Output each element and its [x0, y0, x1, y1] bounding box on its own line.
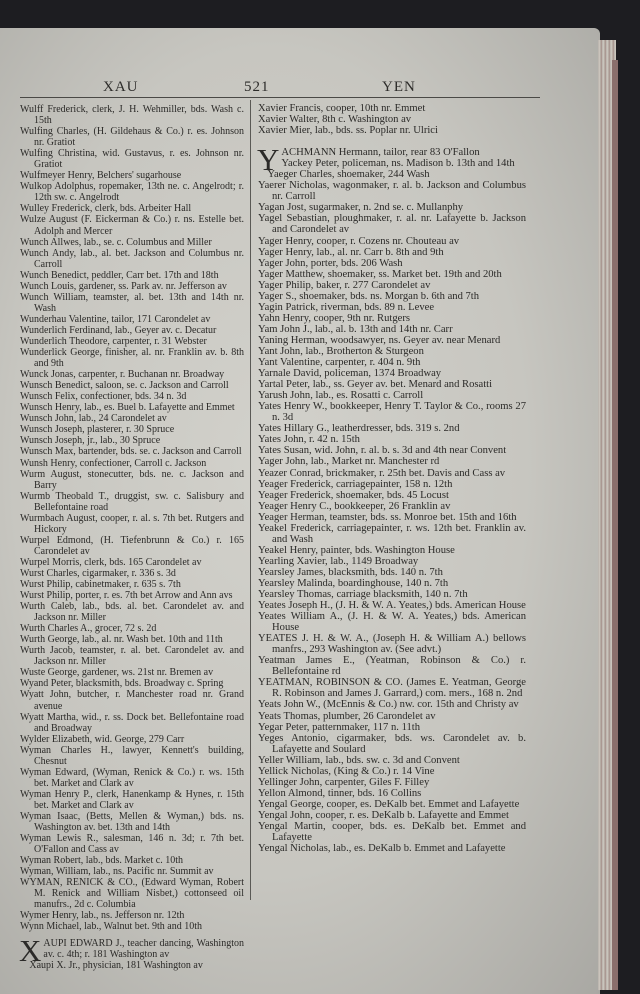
- directory-entry: Yager S., shoemaker, bds. ns. Morgan b. 6th and 7th: [258, 290, 480, 302]
- letter-section: [257, 142, 526, 855]
- left-guide-word: XAU: [103, 79, 139, 95]
- directory-entry: Yengal John, cooper, r. es. DeKalb b. Lafayette and Emmet: [258, 809, 509, 821]
- directory-entry: Yates John, r. 42 n. 15th: [258, 434, 360, 446]
- directory-entry: Yahn Henry, cooper, 9th nr. Rutgers: [258, 312, 410, 324]
- header-rule: [20, 97, 540, 98]
- directory-entry: Yeats John W., (McEnnis & Co.) nw. cor. 15th and Christy av: [258, 699, 519, 711]
- directory-entry: Yaerer Nicholas, wagonmaker, r. al. b. Jackson and Columbus nr. Carroll: [258, 180, 526, 203]
- drop-cap-letter: Y: [257, 142, 280, 178]
- right-column: [258, 103, 526, 854]
- directory-entry: Yarnale David, policeman, 1374 Broadway: [258, 368, 442, 380]
- directory-entry: Yellon Almond, tinner, bds. 16 Collins: [258, 787, 422, 799]
- directory-entry: Wunsch John, lab., 24 Carondelet av: [20, 413, 167, 425]
- directory-entry: Yaning Herman, woodsawyer, ns. Geyer av. near Menard: [258, 334, 501, 346]
- directory-entry: Wunsch Joseph, jr., lab., 30 Spruce: [20, 435, 161, 447]
- directory-entry: Yaeger Charles, shoemaker, 244 Wash: [267, 169, 430, 181]
- directory-entry: Wynn Michael, lab., Walnut bet. 9th and 10th: [20, 921, 202, 933]
- directory-entry: Xavier Mier, lab., bds. ss. Poplar nr. Ulrici: [258, 125, 438, 137]
- directory-entry: Wuste George, gardener, ws. 21st nr. Bremen av: [20, 667, 214, 679]
- directory-entry: Wyand Peter, blacksmith, bds. Broadway c. Spring: [20, 678, 224, 690]
- directory-entry: Wunderhau Valentine, tailor, 171 Carondelet av: [20, 313, 211, 325]
- directory-entry: Xavier Francis, cooper, 10th nr. Emmet: [258, 103, 426, 114]
- directory-entry: Yeats Thomas, plumber, 26 Carondelet av: [258, 710, 436, 722]
- directory-entry: Wunsch Benedict, saloon, se. c. Jackson and Carroll: [20, 380, 229, 392]
- directory-entry: Yagin Patrick, riverman, bds. 89 n. Levee: [258, 301, 435, 313]
- book-cover-edge: [612, 60, 618, 990]
- directory-entry: Wunch Louis, gardener, ss. Park av. nr. Jefferson av: [20, 280, 227, 292]
- directory-entry: Wyman Henry P., clerk, Hanenkamp & Hynes, r. 15th bet. Market and Clark av: [20, 788, 244, 811]
- directory-entry: Yeatman James E., (Yeatman, Robinson & Co.) r. Bellefontaine rd: [258, 655, 526, 678]
- directory-entry: Yager Matthew, shoemaker, ss. Market bet. 19th and 20th: [258, 268, 502, 280]
- directory-entry: Wurth George, lab., al. nr. Wash bet. 10th and 11th: [20, 634, 223, 646]
- directory-entry: ACHMANN Hermann, tailor, rear 83 O'Fallon: [281, 147, 480, 159]
- directory-entry: AUPI EDWARD J., teacher dancing, Washington av. c. 4th; r. 181 Washington av: [43, 937, 244, 960]
- directory-entry: Yant John, lab., Brotherton & Sturgeon: [258, 345, 424, 357]
- directory-entry: Wymer Henry, lab., ns. Jefferson nr. 12th: [20, 910, 185, 922]
- directory-entry: Wurm August, stonecutter, bds. ne. c. Jackson and Barry: [20, 468, 244, 491]
- directory-entry: Yeazer Conrad, brickmaker, r. 25th bet. Davis and Cass av: [258, 467, 506, 479]
- directory-entry: Wurst Philip, cabinetmaker, r. 635 s. 7th: [20, 579, 181, 591]
- directory-entry: Yam John J., lab., al. b. 13th and 14th nr. Carr: [258, 323, 453, 335]
- directory-entry: Yates Hillary G., leatherdresser, bds. 319 s. 2nd: [258, 423, 460, 435]
- directory-entry: Yeakel Henry, painter, bds. Washington House: [258, 544, 455, 556]
- directory-entry: Yager Henry, lab., al. nr. Carr b. 8th and 9th: [258, 246, 444, 258]
- right-guide-word: YEN: [382, 79, 416, 95]
- directory-entry: Wulze August (F. Eickerman & Co.) r. ns. Estelle bet. Adolph and Mercer: [20, 214, 244, 237]
- directory-entry: Yagel Sebastian, ploughmaker, r. al. nr. Lafayette b. Jackson and Carondelet av: [258, 213, 526, 236]
- directory-entry: Yeates William A., (J. H. & W. A. Yeates,) bds. American House: [258, 611, 526, 634]
- directory-entry: Yearsley Malinda, boardinghouse, 140 n. 7th: [258, 577, 449, 589]
- letter-section: [19, 932, 244, 971]
- directory-entry: Wulley Frederick, clerk, bds. Arbeiter Hall: [20, 203, 192, 215]
- directory-entry: Yellick Nicholas, (King & Co.) r. 14 Vine: [258, 765, 435, 777]
- directory-entry: Yengal George, cooper, es. DeKalb bet. Emmet and Lafayette: [258, 798, 520, 810]
- directory-entry: Wunch Benedict, peddler, Carr bet. 17th and 18th: [20, 269, 219, 281]
- directory-entry: Wylder Elizabeth, wid. George, 279 Carr: [20, 733, 185, 745]
- directory-entry: Wyman, William, lab., ns. Pacific nr. Summit av: [20, 866, 214, 878]
- directory-entry: Yearsley Thomas, carriage blacksmith, 140 n. 7th: [258, 589, 468, 601]
- column-divider: [250, 100, 251, 900]
- directory-entry: Xavier Walter, 8th c. Washington av: [258, 114, 412, 126]
- directory-entry: Wunsch Felix, confectioner, bds. 34 n. 3d: [20, 391, 187, 403]
- directory-entry: Yager John, porter, bds. 206 Wash: [258, 257, 403, 269]
- directory-entry: Yager Philip, baker, r. 277 Carondelet av: [258, 279, 431, 291]
- directory-entry: Yellinger John, carpenter, Giles F. Filley: [258, 776, 430, 788]
- directory-entry: Yengal Nicholas, lab., es. DeKalb b. Emmet and Lafayette: [258, 843, 506, 855]
- directory-entry: Wurth Jacob, teamster, r. al. bet. Carondelet av. and Jackson nr. Miller: [20, 645, 244, 668]
- directory-entry: Yartal Peter, lab., ss. Geyer av. bet. Menard and Rosatti: [258, 379, 493, 391]
- directory-entry: Yearsley James, blacksmith, bds. 140 n. 7th: [258, 566, 443, 578]
- directory-entry: Wyman Robert, lab., bds. Market c. 10th: [20, 855, 183, 867]
- directory-entry: Yant Valentine, carpenter, r. 404 n. 9th: [258, 357, 421, 369]
- directory-entry: Wurst Charles, cigarmaker, r. 336 s. 3d: [20, 567, 176, 579]
- directory-entry: Wurst Philip, porter, r. es. 7th bet Arrow and Ann avs: [20, 590, 233, 602]
- directory-entry: YEATMAN, ROBINSON & CO. (James E. Yeatman, George R. Robinson and James J. Garrard,) com. mers., 168 n. 2nd: [258, 677, 526, 700]
- directory-entry: Wyman Charles H., lawyer, Kennett's building, Chesnut: [20, 744, 244, 767]
- directory-entry: Wurth Caleb, lab., bds. al. bet. Carondelet av. and Jackson nr. Miller: [20, 601, 244, 624]
- directory-entry: Yeakel Frederick, carriagepainter, r. ws. 12th bet. Franklin av. and Wash: [258, 522, 526, 545]
- directory-entry: Yeates Joseph H., (J. H. & W. A. Yeates,) bds. American House: [258, 600, 526, 612]
- directory-entry: Wunderlich Theodore, carpenter, r. 31 Webster: [20, 335, 207, 347]
- directory-entry: YEATES J. H. & W. A., (Joseph H. & William A.) bellows manfrs., 293 Washington av. (See advt.): [258, 633, 526, 656]
- directory-entry: WYMAN, RENICK & CO., (Edward Wyman, Robert M. Renick and William Nisbet,) cottonseed oil manufrs., 2d c. Columbia: [20, 877, 244, 911]
- directory-entry: Wulfmeyer Henry, Belchers' sugarhouse: [20, 170, 182, 182]
- directory-entry: Yeager Frederick, shoemaker, bds. 45 Locust: [258, 489, 449, 501]
- drop-cap-letter: X: [19, 932, 42, 968]
- directory-entry: Wunch William, teamster, al. bet. 13th and 14th nr. Wash: [20, 291, 244, 314]
- directory-entry: Wunsch Joseph, plasterer, r. 30 Spruce: [20, 424, 175, 436]
- directory-entry: Yearling Xavier, lab., 1149 Broadway: [258, 555, 419, 567]
- directory-entry: Wurmb Theobald T., druggist, sw. c. Salisbury and Bellefontaine road: [20, 490, 244, 513]
- directory-entry: Wulfing Christina, wid. Gustavus, r. es. Johnson nr. Gratiot: [20, 148, 244, 171]
- directory-entry: Wyman Edward, (Wyman, Renick & Co.) r. ws. 15th bet. Market and Clark av: [20, 766, 244, 789]
- directory-entry: Wunsh Henry, confectioner, Carroll c. Jackson: [20, 457, 207, 469]
- directory-entry: Wunck Jonas, carpenter, r. Buchanan nr. Broadway: [20, 369, 225, 381]
- directory-entry: Wunderlich Ferdinand, lab., Geyer av. c. Decatur: [20, 324, 217, 336]
- directory-entry: Wyman Isaac, (Betts, Mellen & Wyman,) bds. ns. Washington av. bet. 13th and 14th: [20, 811, 244, 834]
- directory-entry: Wurmbach August, cooper, r. al. s. 7th bet. Rutgers and Hickory: [20, 512, 244, 535]
- directory-entry: Yeager Herman, teamster, bds. ss. Monroe bet. 15th and 16th: [258, 511, 517, 523]
- left-column: [20, 104, 244, 971]
- directory-entry: Yates Henry W., bookkeeper, Henry T. Taylor & Co., rooms 27 n. 3d: [258, 401, 526, 424]
- directory-entry: Yager John, lab., Market nr. Manchester rd: [258, 456, 440, 468]
- directory-entry: Yegar Peter, patternmaker, 117 n. 11th: [258, 721, 421, 733]
- directory-entry: Yagan Jost, sugarmaker, n. 2nd se. c. Mullanphy: [258, 202, 464, 214]
- directory-entry: Wunch Andy, lab., al. bet. Jackson and Columbus nr. Carroll: [20, 247, 244, 270]
- directory-entry: Xaupi X. Jr., physician, 181 Washington av: [29, 959, 203, 971]
- directory-entry: Yates Susan, wid. John, r. al. b. s. 3d and 4th near Convent: [258, 445, 507, 457]
- directory-entry: Wulkop Adolphus, ropemaker, 13th ne. c. Angelrodt; r. 12th sw. c. Angelrodt: [20, 181, 244, 204]
- directory-entry: Wunch Allwes, lab., se. c. Columbus and Miller: [20, 236, 212, 248]
- directory-entry: Wurth Charles A., grocer, 72 s. 2d: [20, 623, 157, 635]
- directory-entry: Wyman Lewis R., salesman, 146 n. 3d; r. 7th bet. O'Fallon and Cass av: [20, 833, 244, 856]
- directory-entry: Wunsch Henry, lab., es. Buel b. Lafayette and Emmet: [20, 402, 235, 414]
- directory-entry: Yeager Henry C., bookkeeper, 26 Franklin av: [258, 500, 451, 512]
- directory-entry: Wunsch Max, bartender, bds. se. c. Jackson and Carroll: [20, 446, 242, 458]
- directory-entry: Yarush John, lab., es. Rosatti c. Carroll: [258, 390, 424, 402]
- directory-entry: Yager Henry, cooper, r. Cozens nr. Chouteau av: [258, 235, 460, 247]
- directory-entry: Yeager Frederick, carriagepainter, 158 n. 12th: [258, 478, 453, 490]
- directory-entry: Yeges Antonio, cigarmaker, bds. ws. Carondelet av. b. Lafayette and Soulard: [258, 732, 526, 755]
- directory-entry: Wyatt Martha, wid., r. ss. Dock bet. Bellefontaine road and Broadway: [20, 711, 244, 734]
- directory-entry: Yeller William, lab., bds. sw. c. 3d and Convent: [258, 754, 460, 766]
- directory-entry: Wurpel Morris, clerk, bds. 165 Carondelet av: [20, 556, 202, 568]
- directory-entry: Wulff Frederick, clerk, J. H. Wehmiller, bds. Wash c. 15th: [20, 104, 244, 127]
- page-number: 521: [244, 79, 270, 95]
- directory-entry: Wyatt John, butcher, r. Manchester road nr. Grand avenue: [20, 689, 244, 712]
- directory-entry: Wunderlick George, finisher, al. nr. Franklin av. b. 8th and 9th: [20, 347, 244, 370]
- directory-entry: Wurpel Edmond, (H. Tiefenbrunn & Co.) r. 165 Carondelet av: [20, 534, 244, 557]
- directory-entry: Wulfing Charles, (H. Gildehaus & Co.) r. es. Johnson nr. Gratiot: [20, 126, 244, 149]
- directory-entry: Yengal Martin, cooper, bds. es. DeKalb bet. Emmet and Lafayette: [258, 821, 526, 844]
- directory-entry: Yackey Peter, policeman, ns. Madison b. 13th and 14th: [281, 158, 515, 170]
